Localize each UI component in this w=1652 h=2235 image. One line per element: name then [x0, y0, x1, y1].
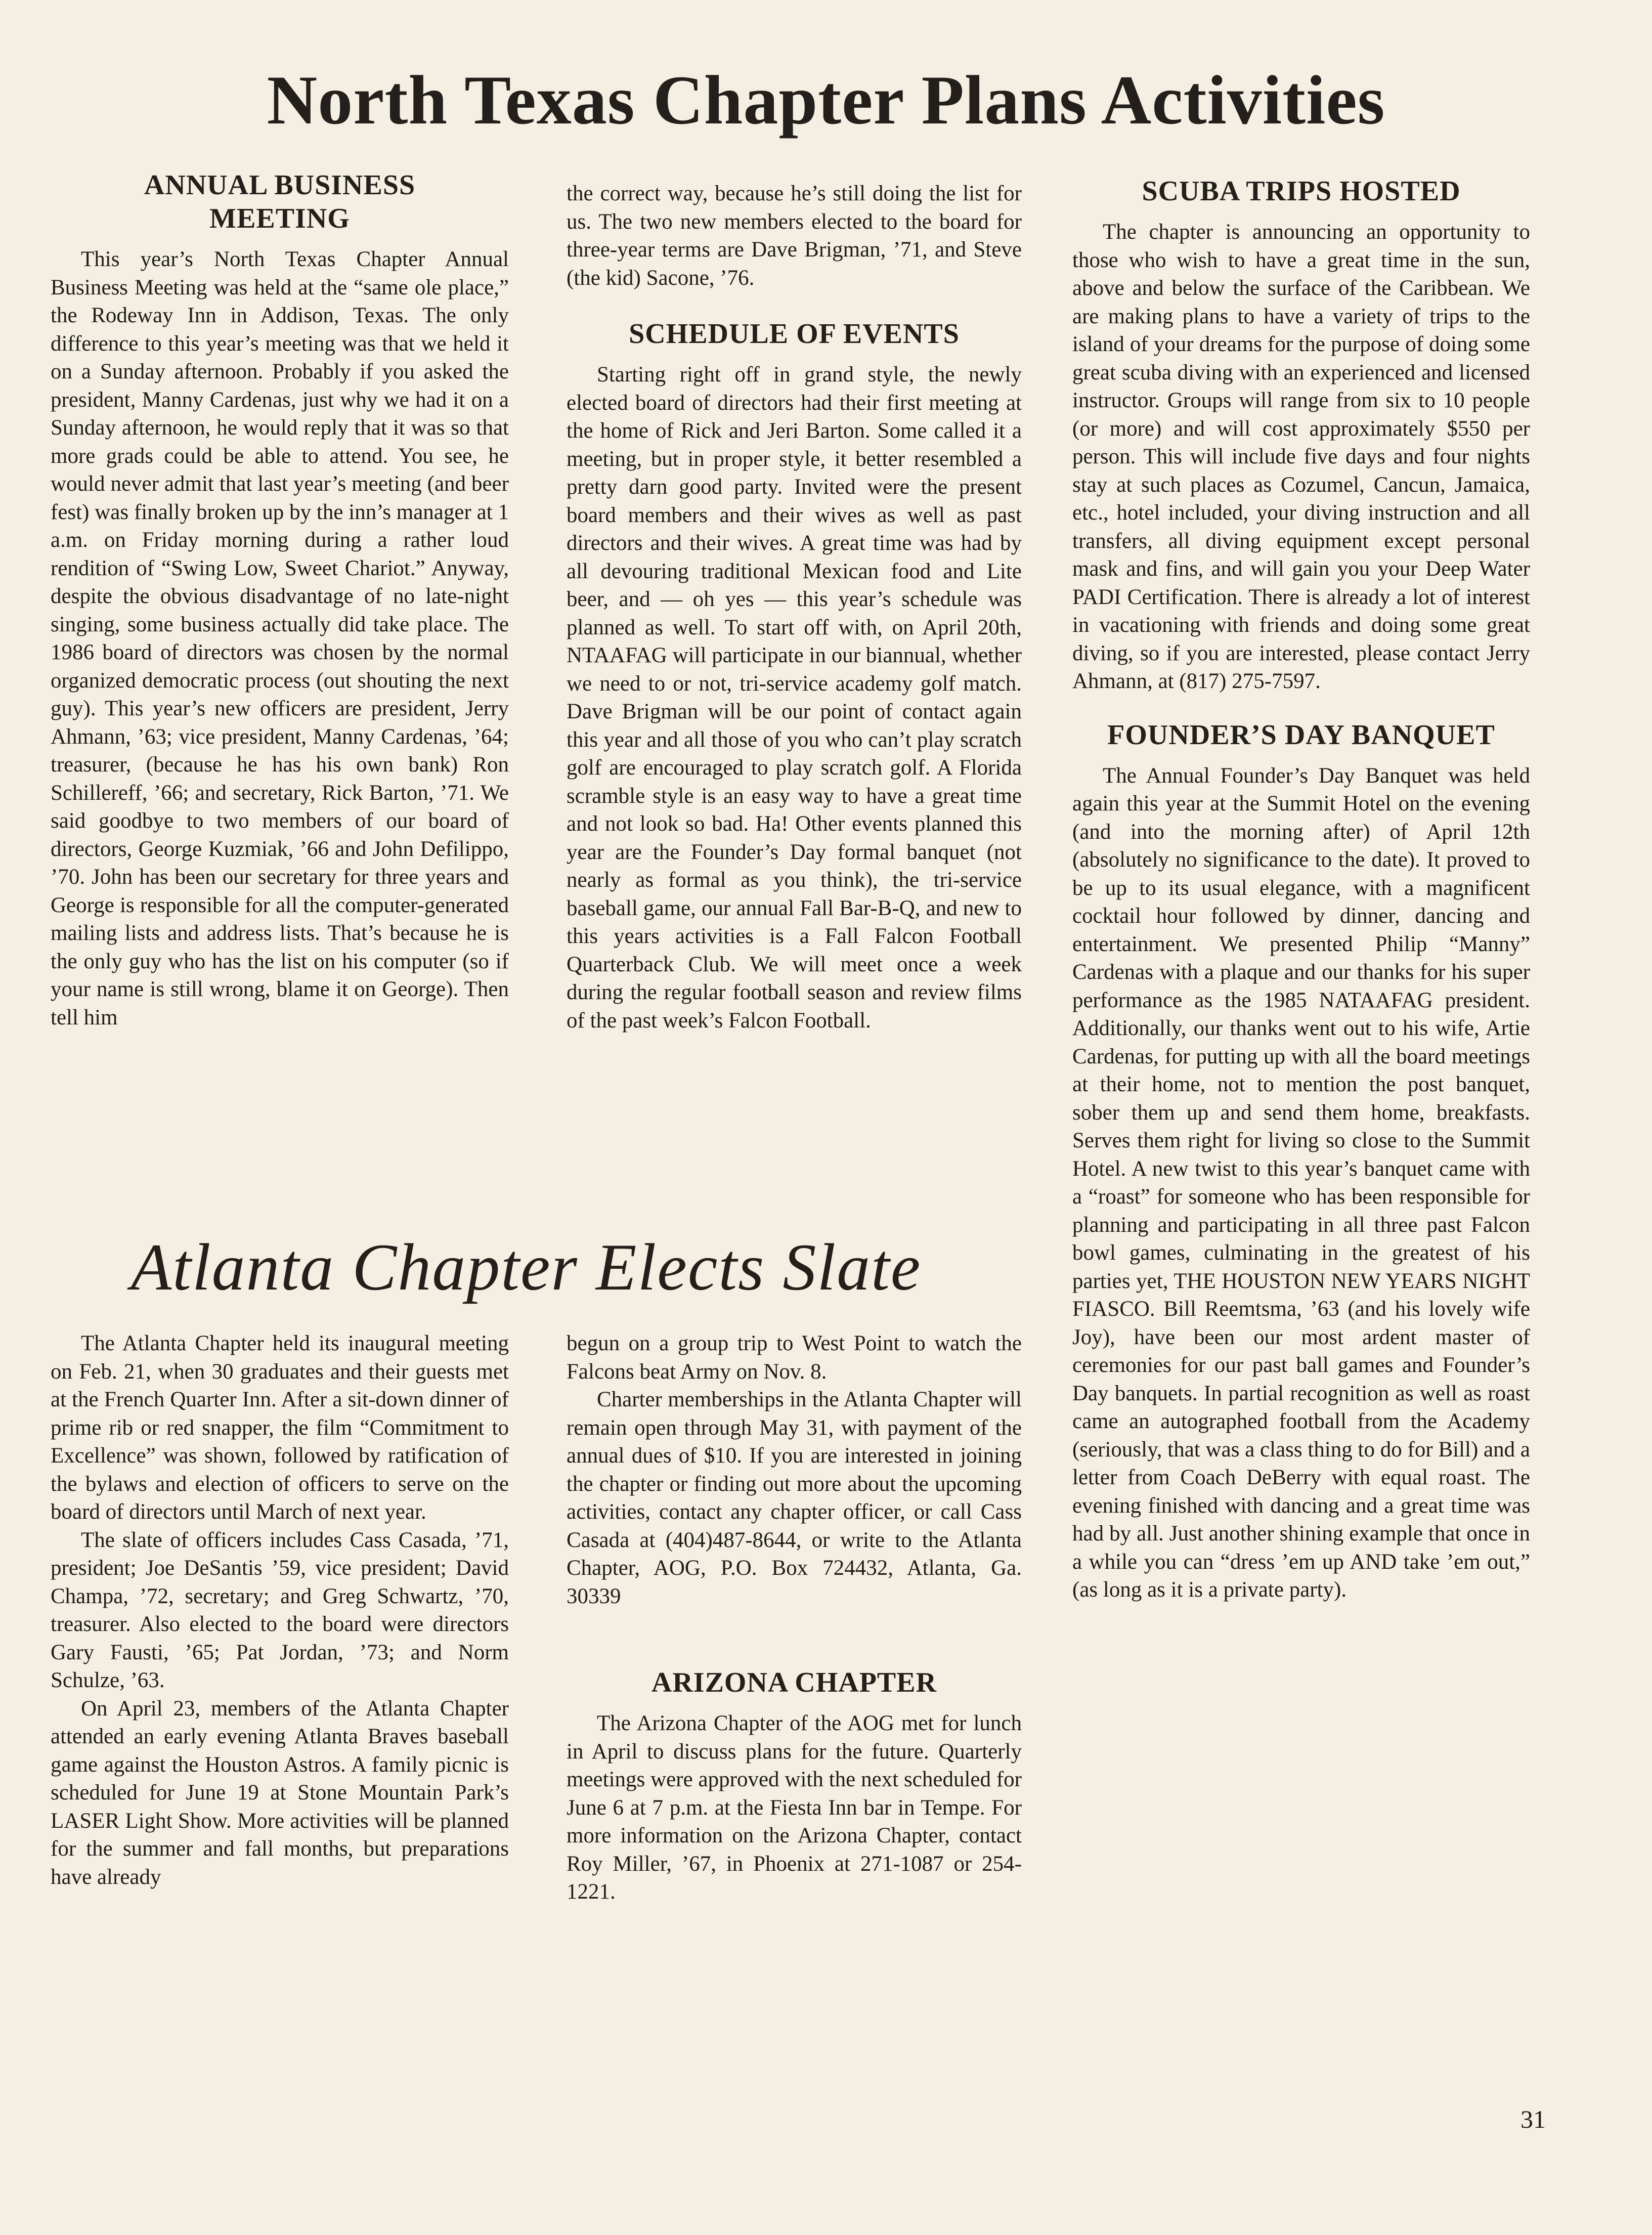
atlanta-p3: On April 23, members of the Atlanta Chapter attended an early evening Atlanta Braves baseball game against the Houston Astros. A family picnic is scheduled for June 19 at Stone Mountain Park’s LASER Light Show. More activities will be planned for the summer and fall months, but preparations have already [51, 1696, 509, 1889]
founders-heading: FOUNDER’S DAY BANQUET [1107, 719, 1495, 751]
atlanta-p2: The slate of officers includes Cass Casada, ’71, president; Joe DeSantis ’59, vice president; David Champa, ’72, secretary; and Greg Schwartz, ’70, treasurer. Also elected to the board were directors Gary Fausti, ’65; Pat Jordan, ’73; and Norm Schulze, ’63. [51, 1528, 509, 1692]
arizona-heading: ARIZONA CHAPTER [651, 1667, 937, 1698]
atlanta-column-2 [567, 1329, 1022, 2038]
founders-text: The Annual Founder’s Day Banquet was held again this year at the Summit Hotel on the evening (and into the morning after) of April 12th (absolutely no significance to the date). It proved to be up to its usual elegance, with a magnificent cocktail hour followed by dinner, dancing and entertainment. We presented Philip “Manny” Cardenas with a plaque and our thanks for his super performance as the 1985 NATAAFAG president. Additionally, our thanks went out to his wife, Artie Cardenas, for putting up with all the board meetings at their home, not to mention the post banquet, sober them up and send them home, breakfasts. Serves them right for living so close to the Summit Hotel. A new twist to this year’s banquet came with a “roast” for someone who has been responsible for planning and participating in all three past Falcon bowl games, culminating in the greatest of his parties yet, THE HOUSTON NEW YEARS NIGHT FIASCO. Bill Reemtsma, ’63 (and his lovely wife Joy), have been our most ardent master of ceremonies for our past ball games and Founder’s Day banquets. In partial recognition as well as roast came an autographed football from the Academy (seriously, that was a class thing to do for Bill) and a letter from Coach DeBerry with equal roast. The evening finished with dancing and a great time was had by all. Just another shining example that once in a while you can “dress ’em up AND take ’em out,” (as long as it is a private party). [1072, 763, 1530, 1602]
scuba-text: The chapter is announcing an opportunity to those who wish to have a great time in the sun, above and below the surface of the Caribbean. We are making plans to have a variety of trips to the island of your dreams for the purpose of doing some great scuba diving with an experienced and licensed instructor. Groups will range from six to 10 people (or more) and will cost approximately $550 per person. This will include five days and four nights stay at such places as Cozumel, Cancun, Jamaica, etc., hotel included, your diving instruction and all transfers, all diving equipment except personal mask and fins, and will gain you your Deep Water PADI Certification. There is already a lot of interest in vacationing with friends and doing some great diving, so if you are interested, please contact Jerry Ahmann, at (817) 275-7597. [1072, 220, 1530, 693]
schedule-text: Starting right off in grand style, the newly elected board of directors had their first meeting at the home of Rick and Jeri Barton. Some called it a meeting, but in proper style, it better resembled a pretty darn good party. Invited were the present board members and their wives as well as past directors and their wives. A great time was had by all devouring traditional Mexican food and Lite beer, and — oh yes — this year’s schedule was planned as well. To start off with, on April 20th, NTAAFAG will participate in our biannual, whether we need to or not, tri-service academy golf match. Dave Brigman will be our point of contact again this year and all those of you who can’t play scratch golf are encouraged to play scratch golf. A Florida scramble style is an easy way to have a great time and not look so bad. Ha! Other events planned this year are the Founder’s Day formal banquet (not nearly as formal as you think), the tri-service baseball game, our annual Fall Bar-B-Q, and new to this years activities is a Fall Falcon Football Quarterback Club. We will meet once a week during the regular football season and review films of the past week’s Falcon Football. [567, 363, 1022, 1033]
page-number: 31 [1520, 2105, 1546, 2133]
annual-meeting-heading: ANNUAL BUSINESS MEETING [144, 169, 416, 234]
scuba-heading: SCUBA TRIPS HOSTED [1142, 176, 1461, 207]
atlanta-p4: Charter memberships in the Atlanta Chapter will remain open through May 31, with payment of the annual dues of $10. If you are interested in joining the chapter or finding out more about the upcoming activities, contact any chapter officer, or call Cass Casada at (404)487-8644, or write to the Atlanta Chapter, AOG, P.O. Box 724432, Atlanta, Ga. 30339 [567, 1388, 1022, 1608]
schedule-heading: SCHEDULE OF EVENTS [629, 318, 960, 350]
scuba-founders-column [1072, 175, 1530, 2016]
annual-meeting-continued: the correct way, because he’s still doing the list for us. The two new members elected to the board for three-year terms are Dave Brigman, ’71, and Steve (the kid) Sacone, ’76. [567, 182, 1022, 290]
atlanta-p1: The Atlanta Chapter held its inaugural meeting on Feb. 21, when 30 graduates and their guests met at the French Quarter Inn. After a sit-down dinner of prime rib or red snapper, the film “Commitment to Excellence” was shown, followed by ratification of the bylaws and election of officers to serve on the board of directors until March of next year. [51, 1331, 509, 1524]
atlanta-p3-continued: begun on a group trip to West Point to watch the Falcons beat Army on Nov. 8. [567, 1331, 1022, 1384]
arizona-text: The Arizona Chapter of the AOG met for lunch in April to discuss plans for the future. Quarterly meetings were approved with the next scheduled for June 6 at 7 p.m. at the Fiesta Inn bar in Tempe. For more information on the Arizona Chapter, contact Roy Miller, ’67, in Phoenix at 271-1087 or 254-1221. [567, 1711, 1022, 1904]
schedule-column [567, 180, 1022, 1214]
atlanta-column-1 [51, 1329, 509, 2017]
annual-meeting-column [51, 168, 509, 1203]
north-texas-title: North Texas Chapter Plans Activities [267, 61, 1385, 139]
annual-meeting-text: This year’s North Texas Chapter Annual Business Meeting was held at the “same ole place,” the Rodeway Inn in Addison, Texas. The only difference to this year’s meeting was that we held it on a Sunday afternoon. Probably if you asked the president, Manny Cardenas, just why we had it on a Sunday afternoon, he would reply that it was so that more grads could be able to attend. You see, he would never admit that last year’s meeting (and beer fest) was finally broken up by the inn’s manager at 1 a.m. on Friday morning during a rather loud rendition of “Swing Low, Sweet Chariot.” Anyway, despite the obvious disadvantage of no late-night singing, some business actually did take place. The 1986 board of directors was chosen by the normal organized democratic process (out shouting the next guy). This year’s new officers are president, Jerry Ahmann, ’63; vice president, Manny Cardenas, ’64; treasurer, (because he has his own bank) Ron Schillereff, ’66; and secretary, Rick Barton, ’71. We said goodbye to two members of our board of directors, George Kuzmiak, ’66 and John Defilippo, ’70. John has been our secretary for three years and George is responsible for all the computer-generated mailing lists and address lists. That’s because he is the only guy who has the list on his computer (so if your name is still wrong, blame it on George). Then tell him [51, 247, 509, 1029]
atlanta-title: Atlanta Chapter Elects Slate [131, 1230, 922, 1304]
